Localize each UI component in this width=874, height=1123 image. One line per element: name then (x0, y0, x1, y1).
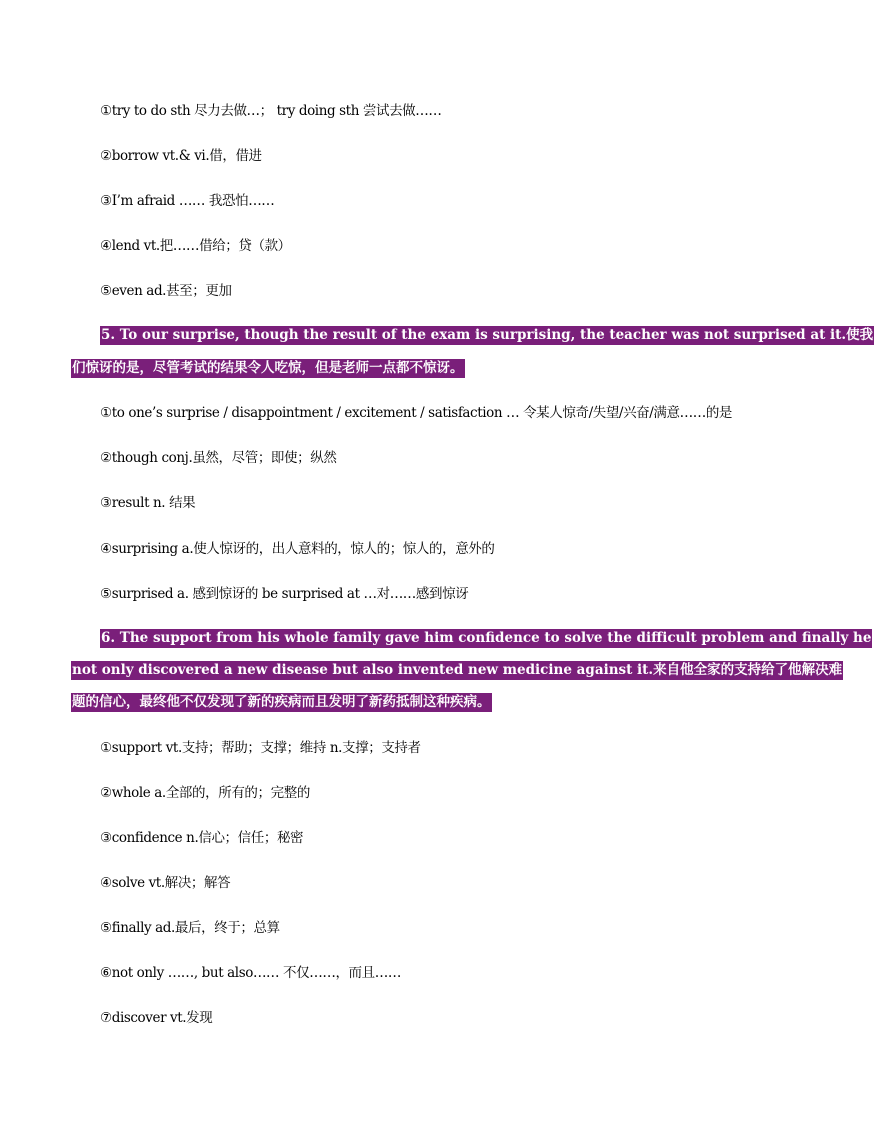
vocab-item: ⑦discover vt.发现 (100, 1010, 213, 1026)
vocab-item: ④surprising a.使人惊讶的，出人意料的，惊人的；惊人的，意外的 (100, 541, 495, 557)
vocab-item: ③I’m afraid …… 我恐怕…… (100, 193, 275, 209)
vocab-item: ①to one’s surprise / disappointment / excitement / satisfaction … 令某人惊奇/失望/兴奋/满意……的是 (100, 405, 733, 421)
sentence-6-text-cont: not only discovered a new disease but also invented new medicine against it.来自他全家的支持给了他解决难 (72, 662, 843, 678)
vocab-item: ⑤finally ad.最后，终于；总算 (100, 920, 280, 936)
vocab-item: ②whole a.全部的，所有的；完整的 (100, 785, 310, 801)
sentence-5-line-2 (71, 358, 465, 379)
sentence-5-line-1 (100, 325, 874, 346)
vocab-item: ③result n. 结果 (100, 495, 196, 511)
sentence-6-line-1 (100, 628, 872, 649)
vocab-item: ①try to do sth 尽力去做…； try doing sth 尝试去做…… (100, 103, 442, 119)
vocab-item: ③confidence n.信心；信任；秘密 (100, 830, 304, 846)
sentence-5-translation: 们惊讶的是，尽管考试的结果令人吃惊，但是老师一点都不惊讶。 (72, 360, 464, 376)
sentence-5-text: 5. To our surprise, though the result of the exam is surprising, the teacher was not surprised at it.使我 (101, 327, 874, 343)
vocab-item: ⑤even ad.甚至；更加 (100, 283, 232, 299)
vocab-item: ⑥not only ……, but also…… 不仅……，而且…… (100, 965, 401, 981)
vocab-item: ⑤surprised a. 感到惊讶的 be surprised at …对……感到惊讶 (100, 586, 469, 602)
vocab-item: ②borrow vt.& vi.借，借进 (100, 148, 262, 164)
sentence-6-text: 6. The support from his whole family gave him confidence to solve the difficult problem and finally he (101, 630, 872, 646)
sentence-6-line-2 (71, 660, 843, 681)
sentence-6-translation: 题的信心，最终他不仅发现了新的疾病而且发明了新药抵制这种疾病。 (72, 694, 491, 710)
vocab-item: ④lend vt.把……借给；贷（款） (100, 238, 291, 254)
vocab-item: ②though conj.虽然，尽管；即使；纵然 (100, 450, 337, 466)
vocab-item: ①support vt.支持；帮助；支撑；维持 n.支撑；支持者 (100, 740, 421, 756)
sentence-6-line-3 (71, 692, 492, 713)
vocab-item: ④solve vt.解决；解答 (100, 875, 231, 891)
